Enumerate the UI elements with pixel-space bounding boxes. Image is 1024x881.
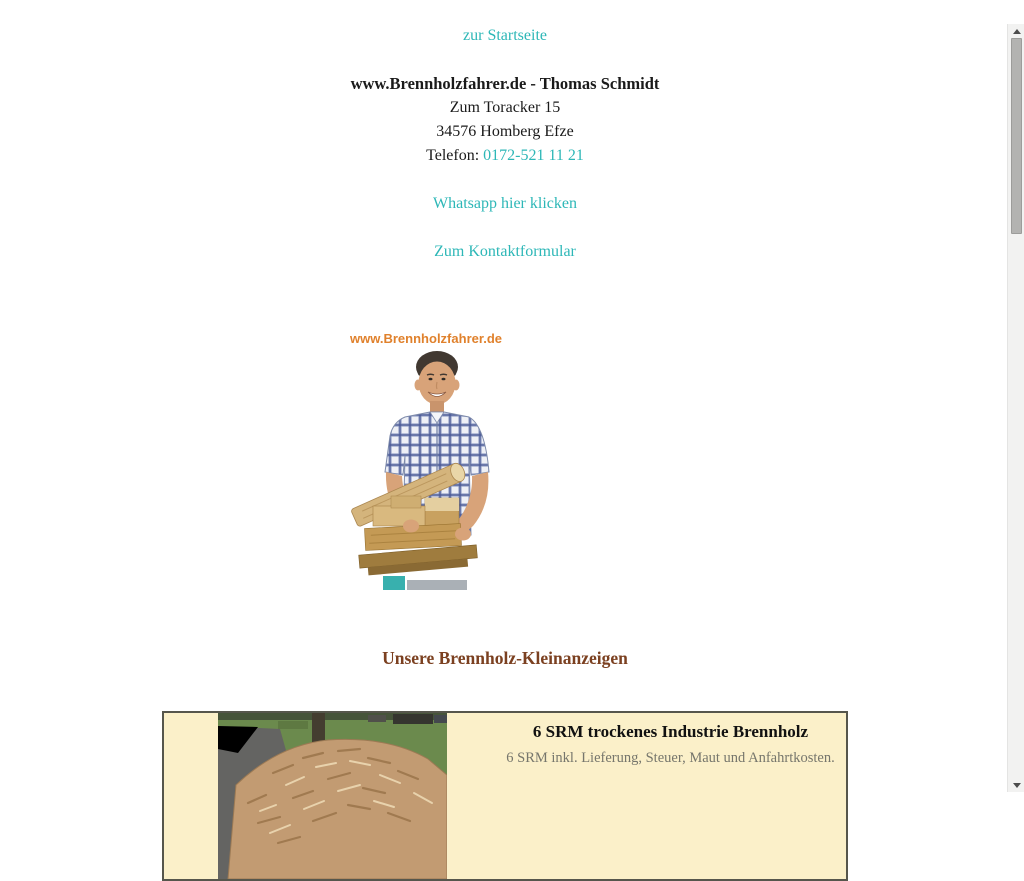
man-right-hand: [455, 528, 471, 541]
listing-description: 6 SRM inkl. Lieferung, Steuer, Maut und Anfahrtkosten.: [506, 750, 835, 766]
address-street: Zum Toracker 15: [449, 99, 561, 116]
scroll-up-icon: [1013, 29, 1021, 34]
contact-form-link[interactable]: Zum Kontaktformular: [434, 243, 576, 260]
listings-heading: Unsere Brennholz-Kleinanzeigen: [382, 648, 628, 668]
owner-photo-row: [0, 330, 1010, 590]
listing-card[interactable]: [162, 711, 848, 881]
phone-row: [0, 144, 1010, 168]
man-left-hand: [403, 520, 419, 533]
owner-site: www.Brennholzfahrer.de: [350, 74, 527, 93]
firewood-pile-image: [218, 713, 447, 879]
listing-title: 6 SRM trockenes Industrie Brennholz: [532, 722, 809, 741]
top-link-row: [0, 24, 1010, 48]
whatsapp-link[interactable]: Whatsapp hier klicken: [433, 195, 577, 212]
phone-link[interactable]: 0172-521 11 21: [483, 147, 584, 164]
owner-name: Thomas Schmidt: [539, 74, 660, 93]
page-content: [0, 24, 1010, 881]
owner-separator: -: [526, 74, 540, 93]
scroll-down-icon: [1013, 783, 1021, 788]
man-head: [415, 351, 460, 405]
photo-watermark-text: www.Brennholzfahrer.de: [348, 331, 502, 346]
whatsapp-row: [0, 192, 1010, 216]
listing-text: [447, 713, 846, 879]
address-city: 34576 Homberg Efze: [436, 123, 574, 140]
phone-label: Telefon:: [426, 147, 484, 164]
man-with-firewood-image: [345, 330, 512, 590]
scroll-down-button[interactable]: [1008, 778, 1024, 792]
vertical-scrollbar[interactable]: [1007, 24, 1024, 792]
owner-heading: [0, 72, 1010, 96]
scrollbar-thumb[interactable]: [1011, 38, 1022, 234]
owner-photo: [162, 330, 848, 590]
home-link[interactable]: zur Startseite: [463, 27, 547, 44]
contact-form-row: [0, 240, 1010, 264]
scroll-up-button[interactable]: [1008, 24, 1024, 38]
man-trousers: [383, 576, 467, 590]
